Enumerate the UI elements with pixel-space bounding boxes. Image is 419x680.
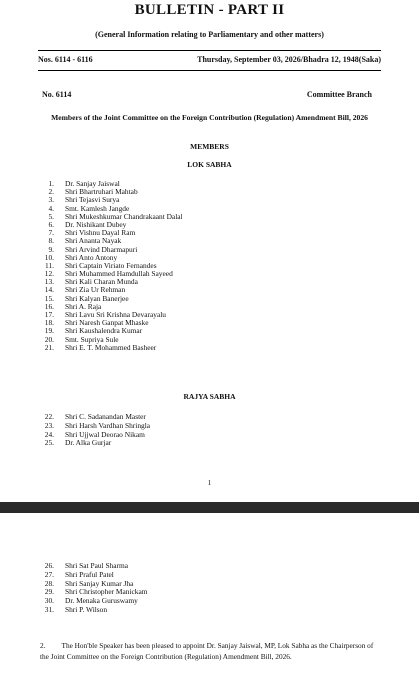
- member-serial: 8.: [48, 236, 54, 246]
- member-serial: 7.: [48, 228, 54, 238]
- member-serial: 2.: [48, 187, 54, 197]
- bulletin-title: BULLETIN - PART II: [134, 2, 285, 18]
- member-name: Shri Sanjay Kumar Jha: [65, 578, 134, 588]
- member-name: Shri Sat Paul Sharma: [65, 561, 129, 570]
- member-name: Shri Vishnu Dayal Ram: [65, 228, 136, 238]
- member-serial: 9.: [48, 244, 54, 254]
- note-number: 2.: [40, 641, 46, 650]
- member-serial: 16.: [44, 301, 54, 311]
- member-name: Shri Arvind Dharmapuri: [65, 244, 138, 254]
- member-name: Shri Kali Charan Munda: [65, 277, 138, 287]
- bulletin-page-2: [0, 513, 419, 680]
- member-serial: 11.: [45, 260, 54, 270]
- member-name: Shri Tejasvi Surya: [65, 195, 120, 205]
- member-name: Shri Christopher Manickam: [65, 587, 148, 597]
- member-name: Dr. Alka Gurjar: [65, 438, 112, 448]
- member-serial: 31.: [44, 604, 54, 614]
- member-name: Dr. Menaka Guruswamy: [65, 596, 138, 606]
- member-serial: 5.: [48, 211, 54, 221]
- member-name: Shri Lavu Sri Krishna Devarayalu: [65, 310, 166, 319]
- member-name: Shri P. Wilson: [65, 604, 108, 614]
- bulletin-subtitle: (General Information relating to Parliamentary and other matters): [95, 30, 324, 39]
- lok-sabha-heading: LOK SABHA: [187, 160, 232, 169]
- member-name: Shri Anto Antony: [65, 252, 118, 262]
- member-name: Shri Muhammed Hamdullah Sayeed: [65, 269, 173, 279]
- member-serial: 18.: [44, 318, 54, 328]
- member-name: Smt. Supriya Sule: [65, 334, 119, 344]
- bulletin-date: Thursday, September 03, 2026/Bhadra 12, 1948(Saka): [197, 55, 381, 64]
- member-serial: 14.: [44, 285, 54, 295]
- item-number: No. 6114: [42, 90, 72, 99]
- member-serial: 12.: [44, 269, 54, 279]
- members-heading: MEMBERS: [190, 142, 229, 151]
- member-name: Dr. Nishikant Dubey: [65, 219, 127, 229]
- chairperson-note: [40, 641, 382, 662]
- branch-name: Committee Branch: [306, 90, 372, 99]
- member-serial: 4.: [48, 203, 54, 213]
- member-serial: 3.: [48, 195, 54, 205]
- member-serial: 21.: [44, 342, 54, 352]
- member-name: Shri Naresh Ganpat Mhaske: [65, 318, 149, 328]
- member-serial: 13.: [44, 277, 54, 287]
- member-name: Shri Captain Viriato Fernandes: [65, 260, 157, 270]
- member-serial: 23.: [44, 420, 54, 430]
- member-serial: 27.: [44, 569, 54, 579]
- member-serial: 19.: [44, 326, 54, 336]
- member-name: Shri Kalyan Banerjee: [65, 293, 129, 303]
- member-serial: 1.: [48, 179, 54, 188]
- member-serial: 26.: [44, 561, 54, 570]
- header-rule-top: [38, 50, 381, 51]
- member-serial: 25.: [44, 438, 54, 448]
- member-serial: 20.: [44, 334, 54, 344]
- member-name: Shri Ananta Nayak: [65, 236, 122, 246]
- member-serial: 24.: [44, 429, 54, 439]
- member-name: Shri Zia Ur Rehman: [65, 285, 126, 295]
- member-serial: 17.: [44, 310, 54, 319]
- member-name: Shri E. T. Mohammed Basheer: [65, 342, 157, 352]
- member-serial: 6.: [48, 219, 54, 229]
- member-serial: 22.: [44, 412, 54, 421]
- rajya-sabha-heading: RAJYA SABHA: [183, 392, 236, 401]
- member-name: Shri C. Sadanandan Master: [65, 412, 146, 421]
- member-name: Smt. Kamlesh Jangde: [65, 203, 130, 213]
- member-name: Shri Ujjwal Deorao Nikam: [65, 429, 145, 439]
- note-text: The Hon'ble Speaker has been pleased to appoint Dr. Sanjay Jaiswal, MP, Lok Sabha as the Chairperson of the Joint Committee on the Foreign Contribution (Regulation) Amendment Bill, 2026.: [40, 641, 374, 661]
- header-rule-bottom: [38, 70, 381, 71]
- member-name: Shri Kaushalendra Kumar: [65, 326, 143, 336]
- bulletin-number-range: Nos. 6114 - 6116: [38, 55, 93, 64]
- member-serial: 15.: [44, 293, 54, 303]
- member-name: Shri Praful Patel: [65, 569, 114, 579]
- member-name: Dr. Sanjay Jaiswal: [65, 179, 120, 188]
- member-name: Shri A. Raja: [65, 301, 102, 311]
- member-serial: 10.: [44, 252, 54, 262]
- member-serial: 30.: [44, 596, 54, 606]
- member-name: Shri Bhartruhari Mahtab: [65, 187, 138, 197]
- member-serial: 28.: [44, 578, 54, 588]
- member-name: Shri Mukeshkumar Chandrakaant Dalal: [65, 211, 183, 221]
- page-number: 1: [207, 479, 212, 487]
- committee-heading: Members of the Joint Committee on the Foreign Contribution (Regulation) Amendment Bill, 2026: [51, 113, 368, 122]
- member-name: Shri Harsh Vardhan Shringla: [65, 420, 151, 430]
- member-serial: 29.: [44, 587, 54, 597]
